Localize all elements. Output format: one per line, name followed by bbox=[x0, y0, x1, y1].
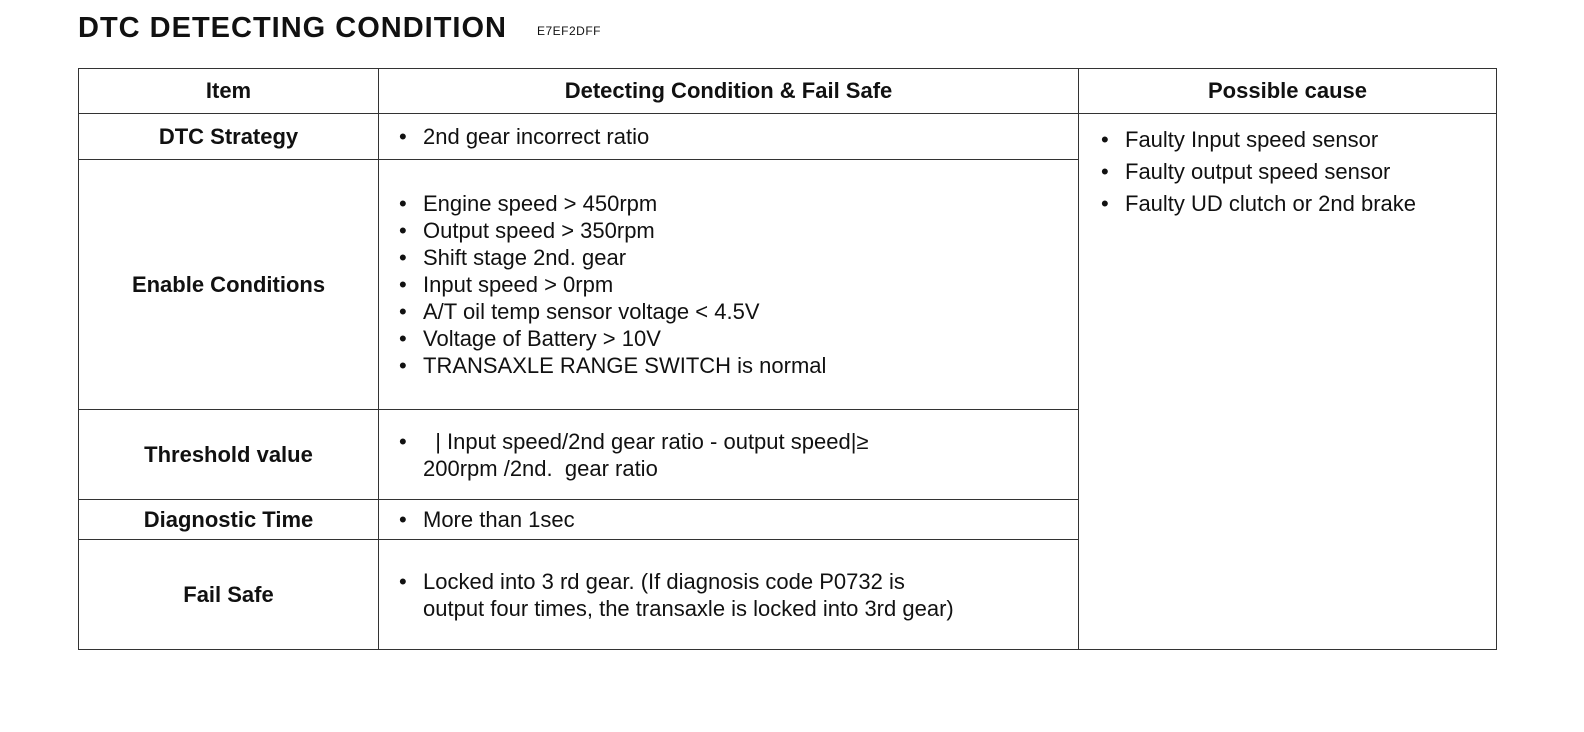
list-item: • Voltage of Battery > 10V bbox=[423, 325, 1078, 352]
document-code: E7EF2DFF bbox=[537, 24, 602, 38]
list-item: • A/T oil temp sensor voltage < 4.5V bbox=[423, 298, 1078, 325]
list-item: • More than 1sec bbox=[423, 506, 1078, 533]
row-item-label: Diagnostic Time bbox=[79, 500, 379, 540]
condition-list bbox=[379, 184, 1078, 385]
row-conditions bbox=[379, 114, 1079, 160]
condition-list bbox=[379, 562, 1078, 628]
row-conditions bbox=[379, 160, 1079, 410]
list-item: • Shift stage 2nd. gear bbox=[423, 244, 1078, 271]
condition-list bbox=[379, 422, 1078, 488]
list-item: • 2nd gear incorrect ratio bbox=[423, 123, 1078, 150]
row-item-label: Threshold value bbox=[79, 410, 379, 500]
condition-list bbox=[379, 500, 1078, 539]
list-item: • Engine speed > 450rpm bbox=[423, 190, 1078, 217]
row-item-label: DTC Strategy bbox=[79, 114, 379, 160]
row-conditions bbox=[379, 540, 1079, 650]
row-conditions bbox=[379, 410, 1079, 500]
row-item-label: Enable Conditions bbox=[79, 160, 379, 410]
page-heading bbox=[78, 4, 601, 52]
list-item: • Output speed > 350rpm bbox=[423, 217, 1078, 244]
page-title: DTC DETECTING CONDITION bbox=[78, 11, 507, 44]
condition-list bbox=[379, 117, 1078, 156]
table-header-row bbox=[79, 69, 1497, 114]
header-condition: Detecting Condition & Fail Safe bbox=[379, 69, 1079, 114]
cause-list bbox=[1079, 114, 1496, 226]
list-item: • Input speed > 0rpm bbox=[423, 271, 1078, 298]
possible-cause-cell bbox=[1079, 114, 1497, 650]
dtc-condition-table bbox=[78, 68, 1497, 650]
header-item: Item bbox=[79, 69, 379, 114]
list-item: • TRANSAXLE RANGE SWITCH is normal bbox=[423, 352, 1078, 379]
list-item: • Faulty UD clutch or 2nd brake bbox=[1125, 188, 1496, 220]
list-item: • Faulty Input speed sensor bbox=[1125, 124, 1496, 156]
table-row bbox=[79, 114, 1497, 160]
row-conditions bbox=[379, 500, 1079, 540]
header-cause: Possible cause bbox=[1079, 69, 1497, 114]
list-item: • | Input speed/2nd gear ratio - output speed|≥ 200rpm /2nd. gear ratio bbox=[423, 428, 1078, 482]
list-item: • Faulty output speed sensor bbox=[1125, 156, 1496, 188]
row-item-label: Fail Safe bbox=[79, 540, 379, 650]
list-item: • Locked into 3 rd gear. (If diagnosis code P0732 is output four times, the transaxle is locked into 3rd gear) bbox=[423, 568, 1078, 622]
